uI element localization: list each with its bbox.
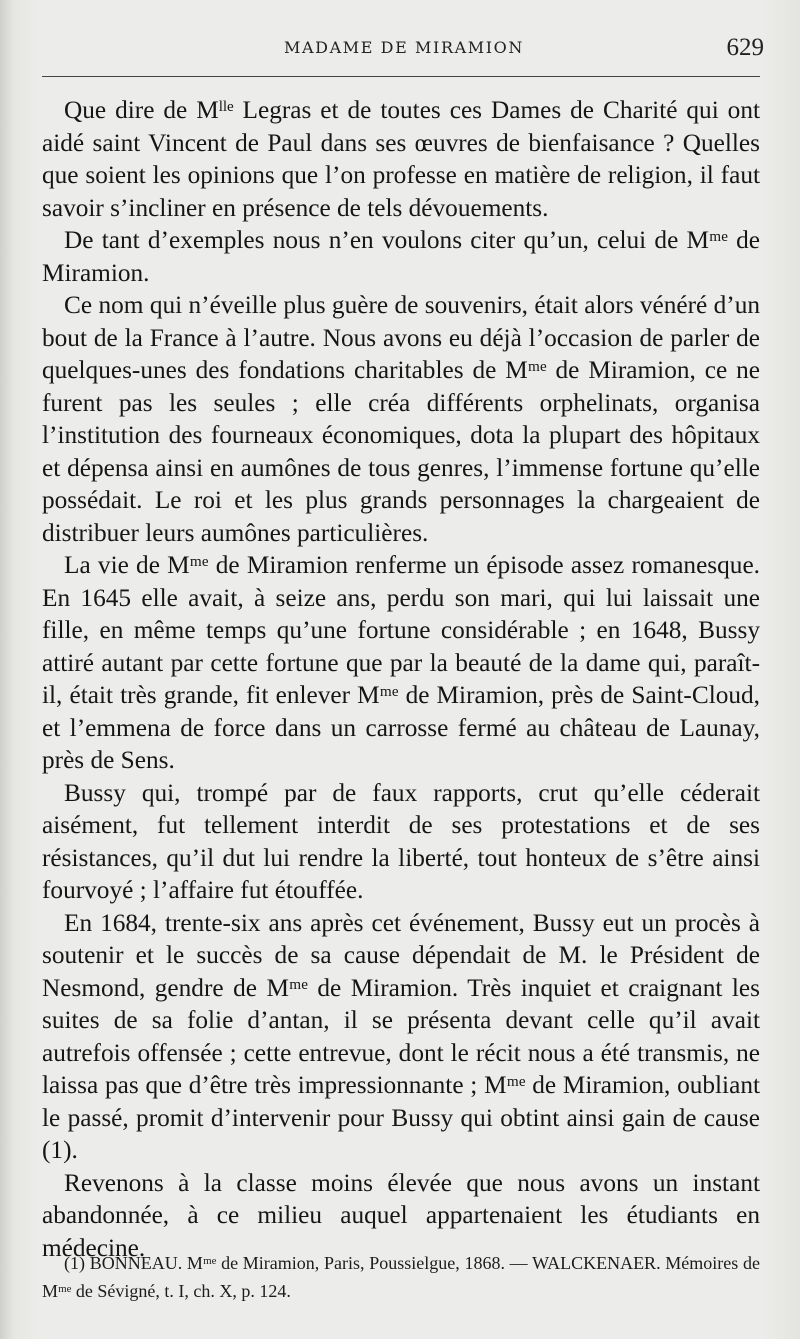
body-text (42, 94, 760, 1264)
paragraph: Ce nom qui n’éveille plus guère de souvenirs, était alors vénéré d’un bout de la France à l’autre. Nous avons eu déjà l’occasion de parler de quelques-unes des fondations charitables de Mᵐᵉ de Miramion, ce ne furent pas les seules ; elle créa différents orphelinats, organisa l’institution des fourneaux économiques, dota la plupart des hôpitaux et dépensa ainsi en aumônes de tous genres, l’immense fortune qu’elle possédait. Le roi et les plus grands personnages la chargeaient de distribuer leurs aumônes particulières. (42, 291, 760, 547)
page-number: 629 (726, 34, 764, 61)
paragraph: De tant d’exemples nous n’en voulons citer qu’un, celui de Mᵐᵉ de Miramion. (42, 226, 760, 287)
paragraph: Que dire de Mˡˡᵉ Legras et de toutes ces Dames de Charité qui ont aidé saint Vincent de Paul dans ses œuvres de bienfaisance ? Quelles que soient les opinions que l’on professe en matière de religion, il faut savoir s’incliner en présence de tels dévouements. (42, 96, 760, 222)
running-header (42, 34, 764, 64)
paragraph: Revenons à la classe moins élevée que nous avons un instant abandonnée, à ce milieu auquel appartenaient les étudiants en médecine. (42, 1168, 760, 1262)
footnote (42, 1249, 760, 1305)
running-title: MADAME DE MIRAMION (284, 38, 524, 57)
paragraph: En 1684, trente-six ans après cet événement, Bussy eut un procès à soutenir et le succès de sa cause dépendait de M. le Président de Nesmond, gendre de Mᵐᵉ de Miramion. Très inquiet et craignant les suites de sa folie d’antan, il se présenta devant celle qu’il avait autrefois offensée ; cette entrevue, dont le récit nous a été transmis, ne laissa pas que d’être très impressionnante ; Mᵐᵉ de Miramion, oubliant le passé, promit d’intervenir pour Bussy qui obtint ainsi gain de cause (1). (42, 908, 760, 1164)
paragraph: Bussy qui, trompé par de faux rapports, crut qu’elle céderait aisément, fut tellement interdit de ses protestations et de ses résistances, qu’il dut lui rendre la liberté, tout honteux de s’être ainsi fourvoyé ; l’affaire fut étouffée. (42, 778, 760, 904)
header-rule (42, 76, 760, 77)
paragraph: La vie de Mᵐᵉ de Miramion renferme un épisode assez romanesque. En 1645 elle avait, à seize ans, perdu son mari, qui lui laissait une fille, en même temps qu’une fortune considérable ; en 1648, Bussy attiré autant par cette fortune que par la beauté de la dame qui, paraît-il, était très grande, fit enlever Mᵐᵉ de Miramion, près de Saint-Cloud, et l’emmena de force dans un carrosse fermé au château de Launay, près de Sens. (42, 551, 760, 774)
footnote-text: (1) BONNEAU. Mᵐᵉ de Miramion, Paris, Poussielgue, 1868. — WALCKENAER. Mémoires de Mᵐᵉ de Sévigné, t. I, ch. X, p. 124. (42, 1253, 760, 1301)
